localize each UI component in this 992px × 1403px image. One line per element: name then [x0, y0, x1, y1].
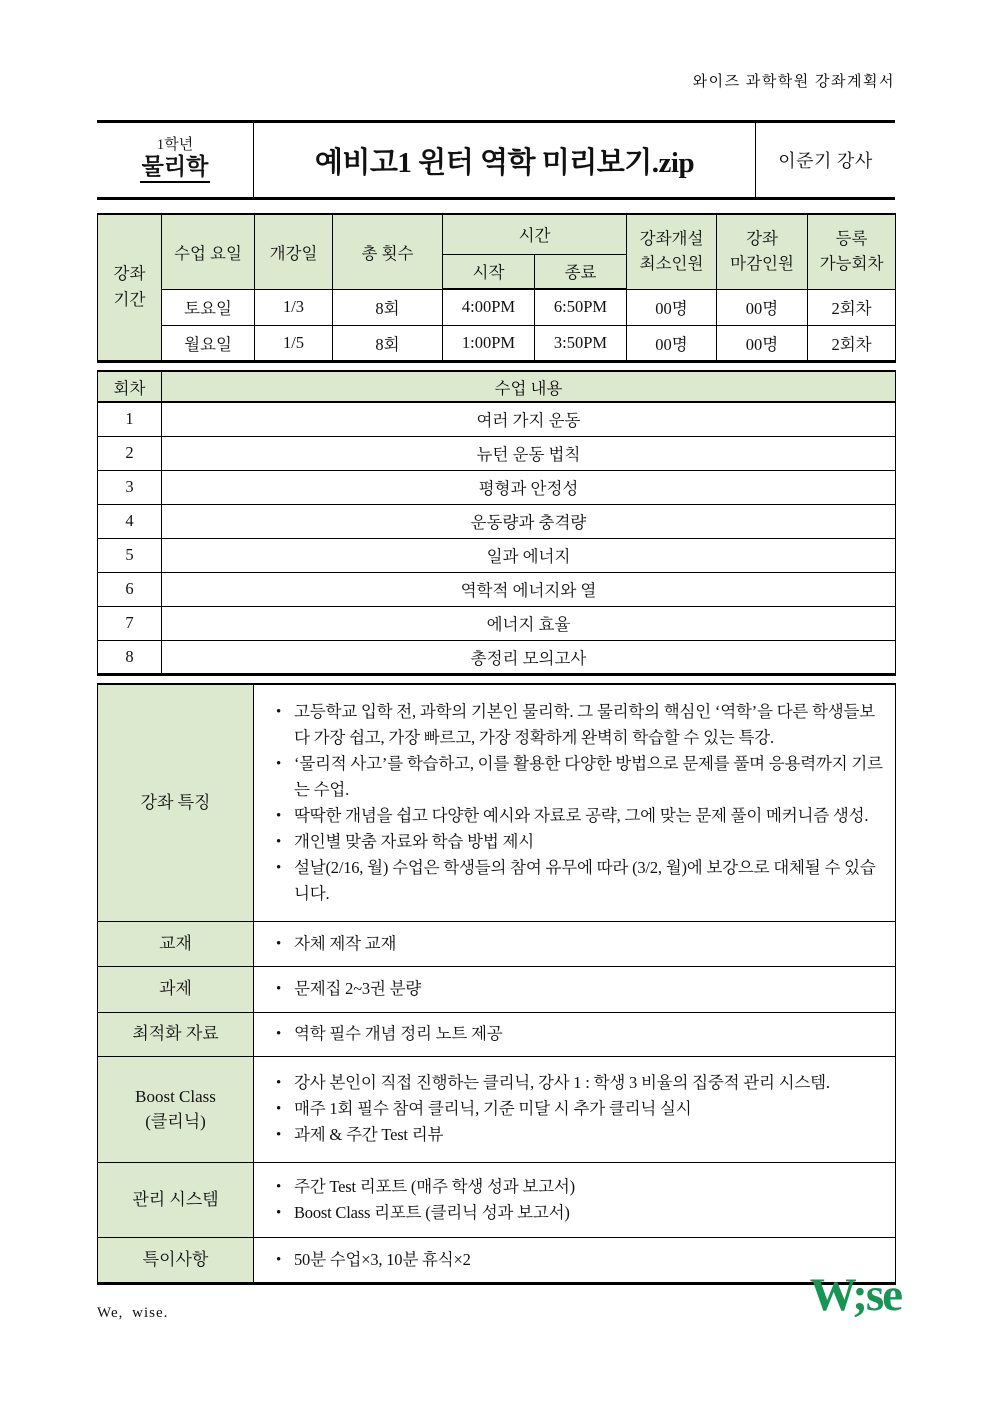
- cell-total-count: 8회: [333, 325, 443, 361]
- cell-registrable-round: 2회차: [808, 289, 896, 325]
- cell-start-date: 1/5: [255, 325, 333, 361]
- bullet-item: • 강사 본인이 직접 진행하는 클리닉, 강사 1 : 학생 3 비율의 집중적 관리 시스템.: [270, 1070, 883, 1096]
- lesson-no: 7: [98, 606, 162, 640]
- section-label: 과제: [98, 966, 254, 1012]
- section-course-features: [98, 684, 896, 921]
- lesson-no: 2: [98, 436, 162, 470]
- bullet-item: • 매주 1회 필수 참여 클리닉, 기준 미달 시 추가 클리닉 실시: [270, 1096, 883, 1122]
- cell-registrable-round: 2회차: [808, 325, 896, 361]
- bullet-list: [270, 976, 883, 1002]
- course-period-line1: 강좌: [113, 263, 146, 283]
- cell-time-end: 6:50PM: [535, 289, 627, 325]
- bullet-list: [270, 1174, 883, 1226]
- subject-cell: [97, 123, 253, 197]
- section-label: 최적화 자료: [98, 1012, 254, 1056]
- section-homework: [98, 966, 896, 1012]
- bullet-item: • Boost Class 리포트 (클리닉 성과 보고서): [270, 1200, 883, 1226]
- bullet-item: • 주간 Test 리포트 (매주 학생 성과 보고서): [270, 1174, 883, 1200]
- instructor-name: 이준기 강사: [755, 123, 895, 197]
- grade-label: 1학년: [156, 136, 194, 153]
- lesson-no: 3: [98, 470, 162, 504]
- lesson-content: 평형과 안정성: [162, 470, 896, 504]
- document-type-note: 와이즈 과학학원 강좌계획서: [692, 74, 895, 90]
- lesson-no: 1: [98, 402, 162, 436]
- header-registrable-round-line1: 등록: [835, 229, 868, 248]
- section-content: [254, 1012, 896, 1056]
- schedule-row-saturday: [98, 289, 896, 325]
- lesson-content: 에너지 효율: [162, 606, 896, 640]
- section-content: [254, 1162, 896, 1237]
- bullet-item: • 딱딱한 개념을 쉽고 다양한 예시와 자료로 공략, 그에 맞는 문제 풀이 메커니즘 생성.: [270, 803, 883, 829]
- header-total-count: 총 횟수: [333, 214, 443, 289]
- bullet-item: • 과제 & 주간 Test 리뷰: [270, 1122, 883, 1148]
- footer-slogan: We, wise.: [97, 1305, 169, 1321]
- header-min-enrollment-line2: 최소인원: [639, 253, 704, 273]
- bullet-item: • 설날(2/16, 월) 수업은 학생들의 참여 유무에 따라 (3/2, 월)에 보강으로 대체될 수 있습니다.: [270, 855, 883, 907]
- section-content: [254, 684, 896, 921]
- course-period-line2: 기간: [113, 290, 146, 310]
- section-label: 강좌 특징: [98, 684, 254, 921]
- lesson-content: 역학적 에너지와 열: [162, 572, 896, 606]
- cell-max-enrollment: 00명: [717, 289, 808, 325]
- bullet-list: [270, 699, 883, 907]
- bullet-item: • 문제집 2~3권 분량: [270, 976, 883, 1002]
- bullet-list: [270, 1021, 883, 1047]
- bullet-item: • 50분 수업×3, 10분 휴식×2: [270, 1247, 883, 1273]
- cell-max-enrollment: 00명: [717, 325, 808, 361]
- lesson-row: [98, 504, 896, 538]
- cell-time-start: 4:00PM: [443, 289, 535, 325]
- title-table: [97, 120, 895, 200]
- schedule-row-monday: [98, 325, 896, 361]
- header-time-start: 시작: [443, 254, 535, 289]
- lesson-content: 일과 에너지: [162, 538, 896, 572]
- cell-day: 월요일: [162, 325, 255, 361]
- cell-start-date: 1/3: [255, 289, 333, 325]
- bullet-item: • 자체 제작 교재: [270, 931, 883, 957]
- section-textbook: [98, 921, 896, 966]
- header-time-end: 종료: [535, 254, 627, 289]
- lesson-row: [98, 470, 896, 504]
- header-min-enrollment: [627, 214, 717, 289]
- lesson-no: 8: [98, 640, 162, 674]
- wise-logo: W;se: [809, 1269, 901, 1321]
- section-management-system: [98, 1162, 896, 1237]
- section-content: [254, 966, 896, 1012]
- bullet-list: [270, 1247, 883, 1273]
- cell-time-start: 1:00PM: [443, 325, 535, 361]
- header-registrable-round-line2: 가능회차: [819, 253, 884, 273]
- lesson-row: [98, 606, 896, 640]
- lesson-header-row: [98, 371, 896, 402]
- course-period-header: [98, 214, 162, 361]
- bullet-item: • ‘물리적 사고’를 학습하고, 이를 활용한 다양한 방법으로 문제를 풀며 응용력까지 기르는 수업.: [270, 751, 883, 803]
- subject-label: 물리학: [140, 154, 211, 183]
- lesson-no: 5: [98, 538, 162, 572]
- section-content: [254, 921, 896, 966]
- header-registrable-round: [808, 214, 896, 289]
- lesson-content: 운동량과 충격량: [162, 504, 896, 538]
- lesson-row: [98, 436, 896, 470]
- cell-min-enrollment: 00명: [627, 289, 717, 325]
- lesson-header-no: 회차: [98, 371, 162, 402]
- lesson-row: [98, 538, 896, 572]
- document-content: [97, 0, 901, 1403]
- cell-time-end: 3:50PM: [535, 325, 627, 361]
- bullet-item: • 고등학교 입학 전, 과학의 기본인 물리학. 그 물리학의 핵심인 ‘역학’을 다른 학생들보다 가장 쉽고, 가장 빠르고, 가장 정확하게 완벽히 학습할 수 있는 특강.: [270, 699, 883, 751]
- section-label-line2: (클리닉): [145, 1112, 206, 1131]
- section-label: [98, 1056, 254, 1162]
- bullet-list: [270, 1070, 883, 1148]
- lesson-row: [98, 402, 896, 436]
- cell-day: 토요일: [162, 289, 255, 325]
- header-time: 시간: [443, 214, 627, 254]
- section-boost-class: [98, 1056, 896, 1162]
- header-max-enrollment: [717, 214, 808, 289]
- header-start-date: 개강일: [255, 214, 333, 289]
- lesson-header-content: 수업 내용: [162, 371, 896, 402]
- lesson-row: [98, 572, 896, 606]
- bullet-list: [270, 931, 883, 957]
- cell-total-count: 8회: [333, 289, 443, 325]
- header-min-enrollment-line1: 강좌개설: [639, 229, 704, 248]
- section-label-line1: Boost Class: [135, 1086, 216, 1106]
- course-title: 예비고1 윈터 역학 미리보기.zip: [253, 123, 755, 197]
- section-special-notes: [98, 1237, 896, 1283]
- lesson-row: [98, 640, 896, 674]
- schedule-table: [97, 213, 896, 363]
- bullet-item: • 역학 필수 개념 정리 노트 제공: [270, 1021, 883, 1047]
- section-label: 교재: [98, 921, 254, 966]
- lesson-content: 총정리 모의고사: [162, 640, 896, 674]
- section-content: [254, 1237, 896, 1283]
- header-max-enrollment-line1: 강좌: [746, 229, 778, 248]
- section-label: 특이사항: [98, 1237, 254, 1283]
- section-content: [254, 1056, 896, 1162]
- lesson-no: 4: [98, 504, 162, 538]
- section-optimized-material: [98, 1012, 896, 1056]
- header-max-enrollment-line2: 마감인원: [730, 253, 794, 273]
- lesson-no: 6: [98, 572, 162, 606]
- info-table: [97, 683, 896, 1285]
- header-day: 수업 요일: [162, 214, 255, 289]
- lesson-content: 뉴턴 운동 법칙: [162, 436, 896, 470]
- lesson-content: 여러 가지 운동: [162, 402, 896, 436]
- section-label: 관리 시스템: [98, 1162, 254, 1237]
- lesson-table: [97, 370, 896, 676]
- cell-min-enrollment: 00명: [627, 325, 717, 361]
- bullet-item: • 개인별 맞춤 자료와 학습 방법 제시: [270, 829, 883, 855]
